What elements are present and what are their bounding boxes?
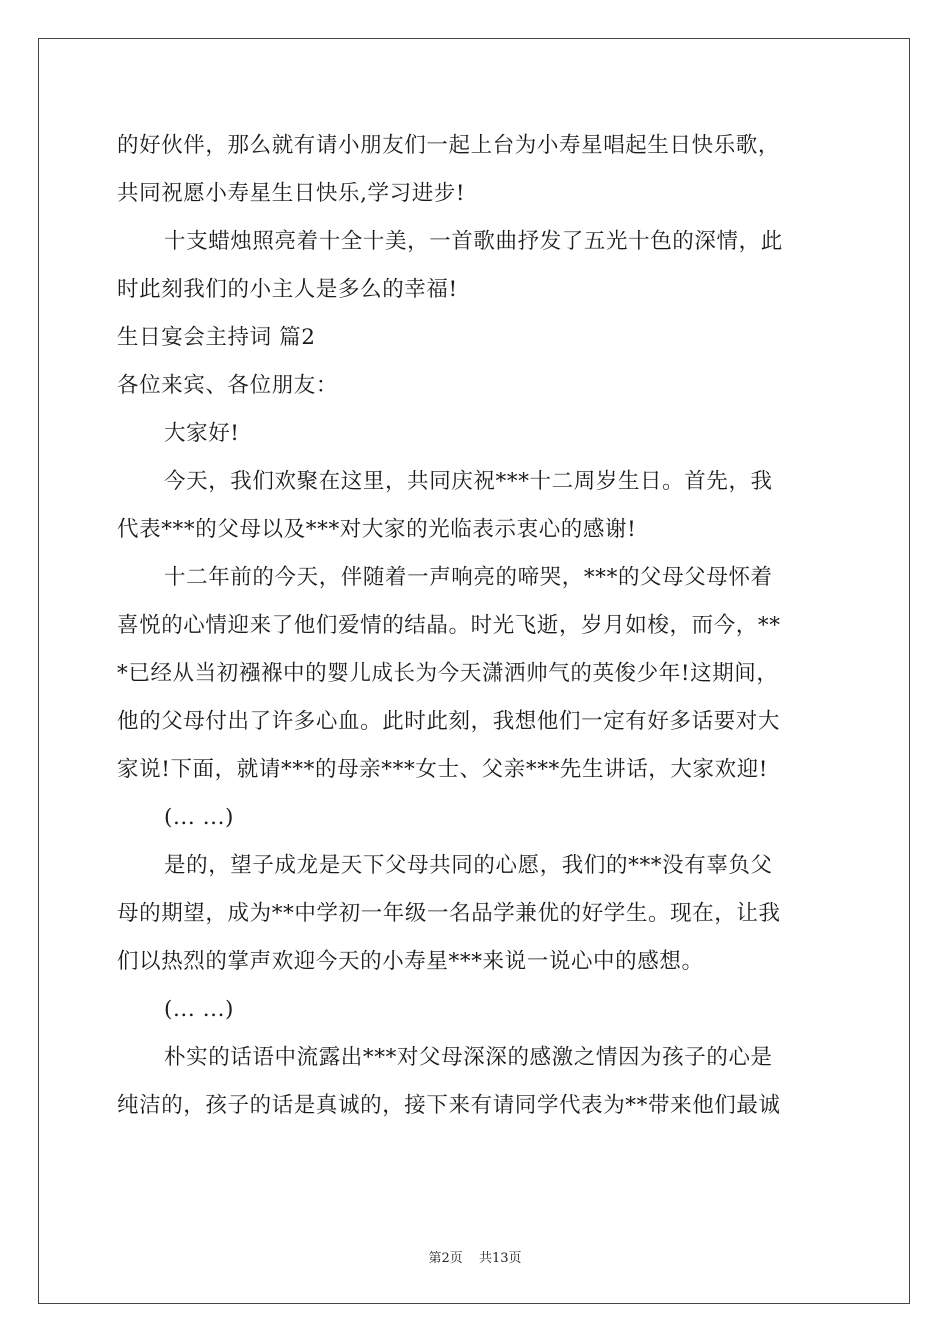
text-line-11: 喜悦的心情迎来了他们爱情的结晶。时光飞逝，岁月如梭，而今，** [117, 613, 781, 638]
document-body [117, 122, 837, 1130]
text-line-18: 们以热烈的掌声欢迎今天的小寿星***来说一说心中的感想。 [117, 949, 704, 974]
text-line-20: 朴实的话语中流露出***对父母深深的感激之情因为孩子的心是 [164, 1045, 773, 1070]
text-line-16: 是的，望子成龙是天下父母共同的心愿，我们的***没有辜负父 [164, 853, 773, 878]
section-heading: 生日宴会主持词 篇2 [117, 325, 316, 350]
text-line-4: 时此刻我们的小主人是多么的幸福! [117, 277, 458, 302]
text-line-13: 他的父母付出了许多心血。此时此刻，我想他们一定有好多话要对大 [117, 709, 781, 734]
text-line-14: 家说!下面，就请***的母亲***女士、父亲***先生讲话，大家欢迎! [117, 757, 769, 782]
text-line-2: 共同祝愿小寿星生日快乐,学习进步! [117, 181, 466, 206]
text-line-3: 十支蜡烛照亮着十全十美，一首歌曲抒发了五光十色的深情，此 [164, 229, 783, 254]
total-pages: 共13页 [478, 1251, 522, 1266]
ellipsis-line-2: (... ...) [164, 997, 235, 1022]
text-line-12: *已经从当初襁褓中的婴儿成长为今天潇洒帅气的英俊少年!这期间， [117, 661, 779, 686]
text-line-9: 代表***的父母以及***对大家的光临表示衷心的感谢! [117, 517, 637, 542]
page-footer [0, 1247, 950, 1266]
salutation: 各位来宾、各位朋友： [117, 373, 339, 398]
greeting: 大家好! [164, 421, 240, 446]
text-line-21: 纯洁的，孩子的话是真诚的，接下来有请同学代表为**带来他们最诚 [117, 1093, 781, 1118]
text-line-17: 母的期望，成为**中学初一年级一名品学兼优的好学生。现在，让我 [117, 901, 781, 926]
text-line-10: 十二年前的今天，伴随着一声响亮的啼哭，***的父母父母怀着 [164, 565, 773, 590]
page-number: 第2页 [428, 1251, 463, 1266]
ellipsis-line-1: (... ...) [164, 805, 235, 830]
text-line-1: 的好伙伴，那么就有请小朋友们一起上台为小寿星唱起生日快乐歌， [117, 133, 781, 158]
text-line-8: 今天，我们欢聚在这里，共同庆祝***十二周岁生日。首先，我 [164, 469, 773, 494]
